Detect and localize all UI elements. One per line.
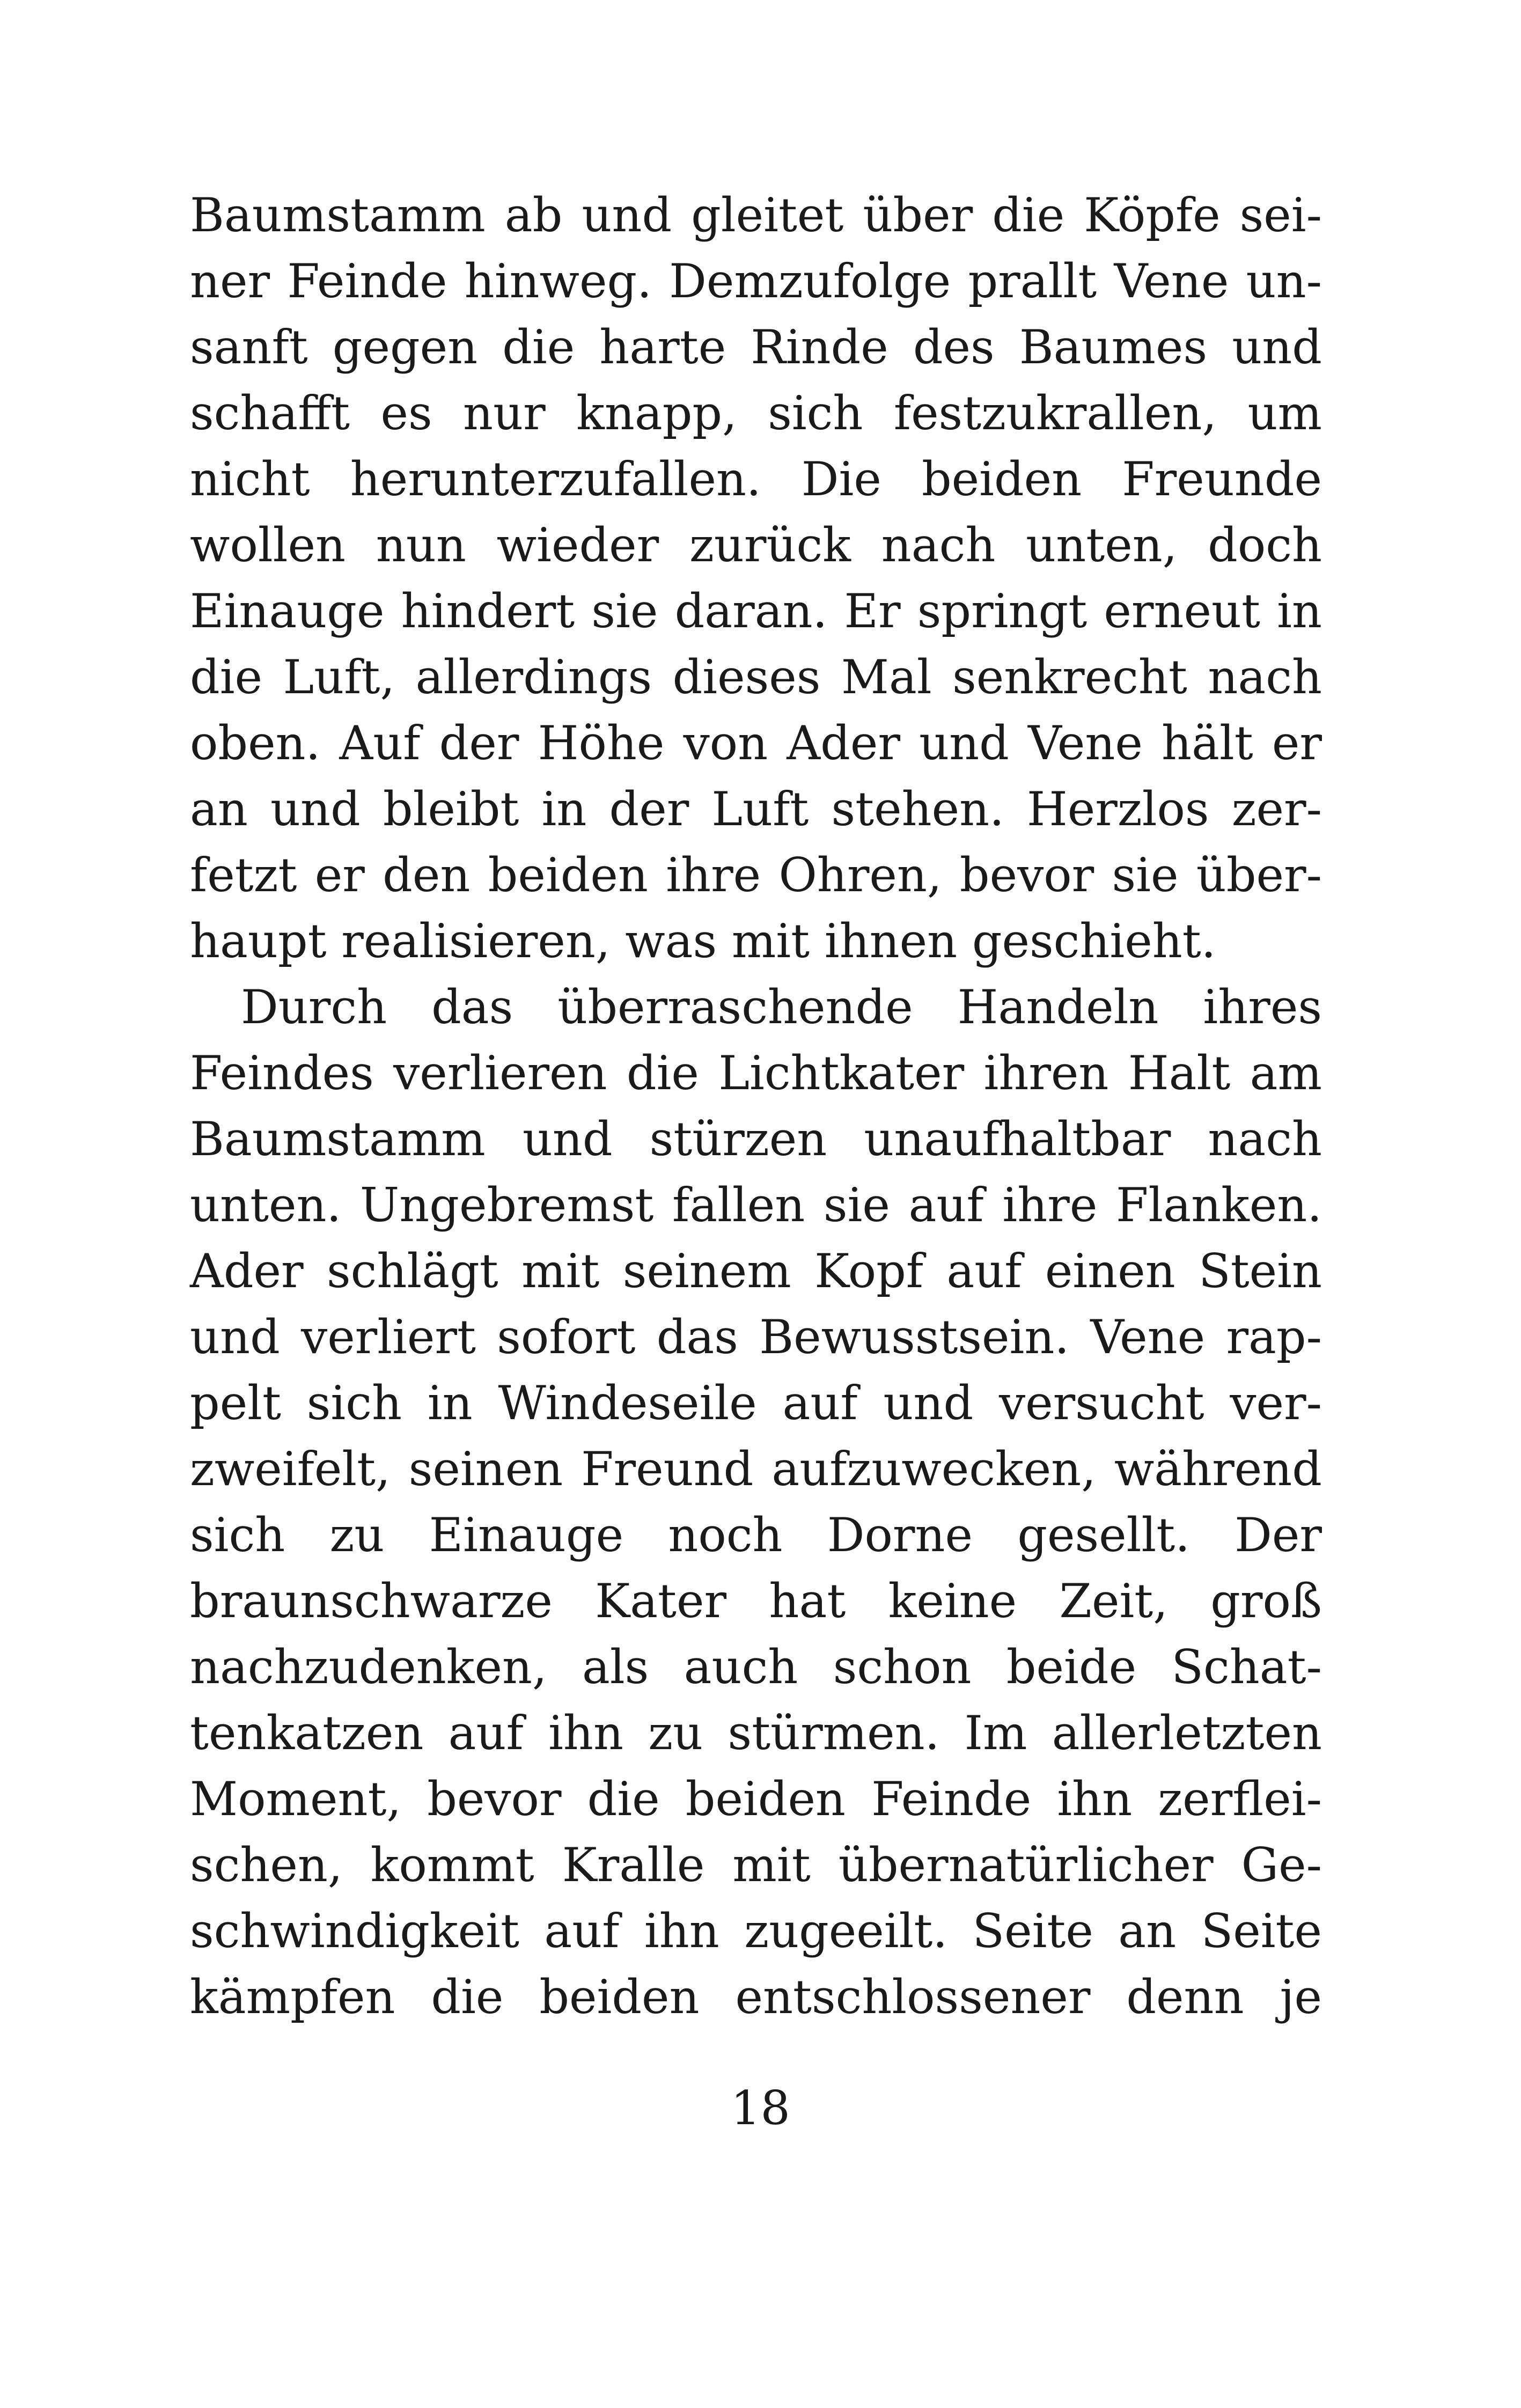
text-line: die Luft, allerdings dieses Mal senkrecht nach xyxy=(190,650,1322,704)
page-number: 18 xyxy=(731,2081,790,2135)
text-line: kämpfen die beiden entschlossener denn je xyxy=(190,1970,1322,2024)
text-line: Baumstamm und stürzen unaufhaltbar nach xyxy=(190,1112,1322,1166)
text-line: haupt realisieren, was mit ihnen geschieht. xyxy=(190,914,1216,968)
text-line: Feindes verlieren die Lichtkater ihren Halt am xyxy=(190,1046,1322,1100)
text-line: Einauge hindert sie daran. Er springt erneut in xyxy=(190,584,1322,638)
text-line: schen, kommt Kralle mit übernatürlicher Ge- xyxy=(190,1838,1322,1892)
text-line: ner Feinde hinweg. Demzufolge prallt Vene un- xyxy=(190,254,1322,309)
text-line: schafft es nur knapp, sich festzukrallen, um xyxy=(190,386,1322,441)
text-line: pelt sich in Windeseile auf und versucht ver- xyxy=(190,1376,1322,1430)
paragraph-1 xyxy=(190,182,1322,974)
text-line: Durch das überraschende Handeln ihres xyxy=(241,980,1322,1034)
body-text xyxy=(190,182,1322,2030)
text-line: oben. Auf der Höhe von Ader und Vene hält er xyxy=(190,716,1322,770)
text-line: tenkatzen auf ihn zu stürmen. Im allerletzten xyxy=(190,1706,1322,1760)
text-line: schwindigkeit auf ihn zugeeilt. Seite an Seite xyxy=(190,1904,1322,1958)
text-line: und verliert sofort das Bewusstsein. Vene rap- xyxy=(190,1310,1322,1364)
text-line: nicht herunterzufallen. Die beiden Freunde xyxy=(190,452,1322,506)
text-line: sanft gegen die harte Rinde des Baumes und xyxy=(190,320,1322,375)
paragraph-2 xyxy=(190,974,1322,2030)
text-line: fetzt er den beiden ihre Ohren, bevor sie über- xyxy=(190,848,1322,902)
text-line: Ader schlägt mit seinem Kopf auf einen Stein xyxy=(190,1244,1322,1298)
text-line: an und bleibt in der Luft stehen. Herzlos zer- xyxy=(190,782,1322,836)
text-line: nachzudenken, als auch schon beide Schat- xyxy=(190,1640,1322,1694)
text-line: unten. Ungebremst fallen sie auf ihre Flanken. xyxy=(190,1178,1322,1232)
text-line: sich zu Einauge noch Dorne gesellt. Der xyxy=(190,1508,1322,1562)
text-line: zweifelt, seinen Freund aufzuwecken, während xyxy=(190,1442,1322,1496)
text-line: Moment, bevor die beiden Feinde ihn zerflei- xyxy=(190,1772,1322,1826)
text-line: braunschwarze Kater hat keine Zeit, groß xyxy=(190,1574,1322,1628)
text-line: wollen nun wieder zurück nach unten, doch xyxy=(190,518,1322,572)
text-line: Baumstamm ab und gleitet über die Köpfe sei- xyxy=(190,188,1322,243)
